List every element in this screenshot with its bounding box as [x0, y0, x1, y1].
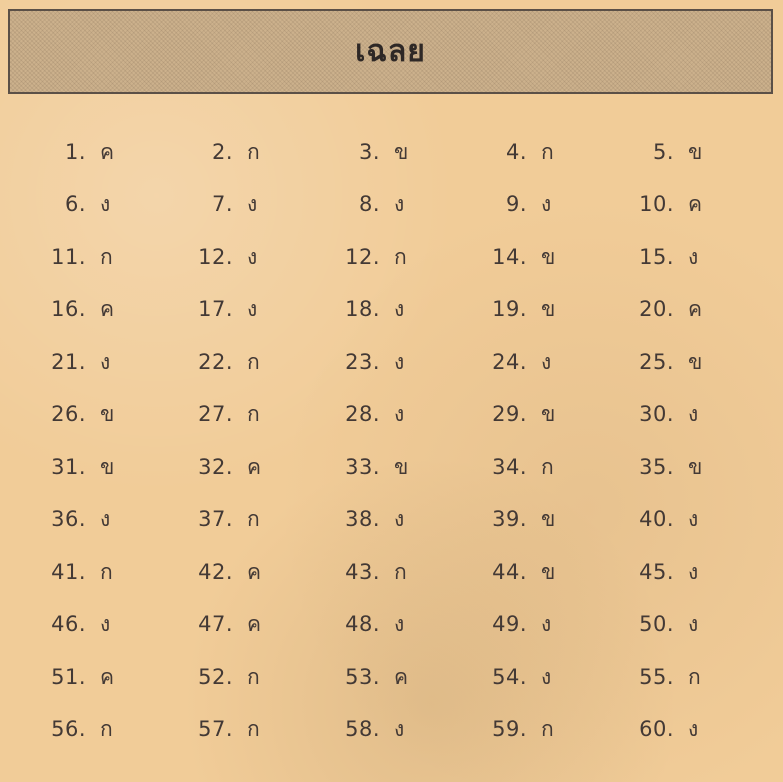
answer-choice: ข — [541, 297, 556, 322]
question-number: 53. — [345, 664, 380, 689]
answer-choice: ข — [394, 454, 409, 479]
question-number: 24. — [492, 349, 527, 374]
title-box — [8, 9, 773, 94]
answer-choice: ก — [100, 717, 114, 742]
question-number: 30. — [639, 402, 674, 427]
answer-choice: ข — [541, 559, 556, 584]
answer-item — [24, 546, 171, 599]
answer-item — [318, 651, 465, 704]
answer-item — [465, 179, 612, 232]
answer-item — [612, 599, 759, 652]
question-number: 45. — [639, 559, 674, 584]
question-number: 21. — [51, 349, 86, 374]
answer-item — [24, 389, 171, 442]
question-number: 43. — [345, 559, 380, 584]
answer-choice: ก — [100, 244, 114, 269]
question-number: 32. — [198, 454, 233, 479]
question-number: 46. — [51, 612, 86, 637]
answer-item — [465, 336, 612, 389]
question-number: 48. — [345, 612, 380, 637]
answer-choice: ก — [247, 139, 261, 164]
question-number: 57. — [198, 717, 233, 742]
answer-choice: ข — [541, 402, 556, 427]
answer-choice: ง — [688, 507, 699, 532]
answer-choice: ง — [541, 192, 552, 217]
answer-choice: ค — [688, 297, 703, 322]
answer-choice: ง — [394, 717, 405, 742]
answer-choice: ค — [100, 664, 115, 689]
question-number: 38. — [345, 507, 380, 532]
answer-item — [318, 336, 465, 389]
question-number: 17. — [198, 297, 233, 322]
answer-choice: ง — [394, 297, 405, 322]
answer-item — [612, 231, 759, 284]
answer-item — [465, 389, 612, 442]
question-number: 33. — [345, 454, 380, 479]
answer-choice: ค — [247, 559, 262, 584]
answer-item — [24, 336, 171, 389]
answer-choice: ก — [100, 559, 114, 584]
answer-choice: ค — [100, 297, 115, 322]
answer-item — [24, 126, 171, 179]
answer-item — [24, 441, 171, 494]
answer-item — [171, 284, 318, 337]
question-number: 54. — [492, 664, 527, 689]
question-number: 12. — [345, 244, 380, 269]
question-number: 55. — [639, 664, 674, 689]
answer-item — [24, 651, 171, 704]
answer-choice: ก — [394, 559, 408, 584]
answer-choice: ก — [247, 349, 261, 374]
answer-choice: ง — [541, 612, 552, 637]
answer-item — [318, 704, 465, 757]
question-number: 15. — [639, 244, 674, 269]
answer-choice: ง — [688, 402, 699, 427]
answer-item — [318, 546, 465, 599]
answer-item — [612, 441, 759, 494]
answer-choice: ง — [394, 612, 405, 637]
question-number: 5. — [652, 139, 674, 164]
answer-item — [318, 231, 465, 284]
question-number: 18. — [345, 297, 380, 322]
answer-choice: ง — [100, 349, 111, 374]
answer-choice: ข — [541, 244, 556, 269]
answer-choice: ก — [688, 664, 702, 689]
question-number: 27. — [198, 402, 233, 427]
question-number: 60. — [639, 717, 674, 742]
question-number: 25. — [639, 349, 674, 374]
question-number: 34. — [492, 454, 527, 479]
answer-item — [24, 599, 171, 652]
answer-item — [318, 389, 465, 442]
answer-choice: ง — [247, 192, 258, 217]
answer-choice: ง — [100, 507, 111, 532]
question-number: 12. — [198, 244, 233, 269]
question-number: 52. — [198, 664, 233, 689]
answer-grid — [24, 126, 759, 756]
question-number: 26. — [51, 402, 86, 427]
answer-choice: ง — [247, 244, 258, 269]
answer-choice: ก — [541, 717, 555, 742]
answer-item — [171, 231, 318, 284]
answer-item — [171, 494, 318, 547]
answer-choice: ค — [247, 454, 262, 479]
question-number: 47. — [198, 612, 233, 637]
answer-choice: ง — [394, 349, 405, 374]
answer-choice: ก — [394, 244, 408, 269]
answer-choice: ง — [688, 244, 699, 269]
answer-item — [318, 599, 465, 652]
answer-item — [24, 704, 171, 757]
answer-item — [465, 284, 612, 337]
answer-choice: ค — [688, 192, 703, 217]
answer-choice: ก — [247, 507, 261, 532]
answer-item — [612, 179, 759, 232]
question-number: 2. — [211, 139, 233, 164]
answer-choice: ง — [541, 349, 552, 374]
answer-item — [318, 126, 465, 179]
answer-item — [465, 441, 612, 494]
answer-item — [318, 179, 465, 232]
answer-choice: ง — [688, 717, 699, 742]
answer-item — [612, 704, 759, 757]
answer-item — [171, 126, 318, 179]
answer-choice: ง — [688, 559, 699, 584]
answer-choice: ค — [247, 612, 262, 637]
question-number: 29. — [492, 402, 527, 427]
answer-item — [612, 389, 759, 442]
question-number: 40. — [639, 507, 674, 532]
question-number: 37. — [198, 507, 233, 532]
answer-item — [465, 704, 612, 757]
question-number: 39. — [492, 507, 527, 532]
question-number: 49. — [492, 612, 527, 637]
question-number: 42. — [198, 559, 233, 584]
answer-item — [171, 389, 318, 442]
question-number: 35. — [639, 454, 674, 479]
question-number: 19. — [492, 297, 527, 322]
answer-item — [465, 494, 612, 547]
question-number: 4. — [505, 139, 527, 164]
answer-item — [318, 441, 465, 494]
question-number: 31. — [51, 454, 86, 479]
question-number: 3. — [358, 139, 380, 164]
answer-choice: ง — [688, 612, 699, 637]
answer-item — [24, 284, 171, 337]
answer-item — [24, 179, 171, 232]
question-number: 58. — [345, 717, 380, 742]
answer-item — [612, 284, 759, 337]
question-number: 6. — [64, 192, 86, 217]
answer-choice: ข — [688, 139, 703, 164]
answer-choice: ง — [100, 612, 111, 637]
question-number: 16. — [51, 297, 86, 322]
answer-item — [612, 336, 759, 389]
answer-item — [612, 651, 759, 704]
question-number: 20. — [639, 297, 674, 322]
answer-item — [465, 546, 612, 599]
answer-choice: ข — [100, 402, 115, 427]
question-number: 10. — [639, 192, 674, 217]
answer-choice: ง — [100, 192, 111, 217]
question-number: 8. — [358, 192, 380, 217]
question-number: 44. — [492, 559, 527, 584]
answer-choice: ง — [394, 192, 405, 217]
answer-choice: ค — [100, 139, 115, 164]
answer-item — [318, 284, 465, 337]
answer-item — [318, 494, 465, 547]
answer-item — [171, 179, 318, 232]
answer-item — [171, 704, 318, 757]
question-number: 11. — [51, 244, 86, 269]
answer-choice: ง — [247, 297, 258, 322]
answer-item — [171, 546, 318, 599]
answer-item — [612, 126, 759, 179]
question-number: 22. — [198, 349, 233, 374]
answer-item — [612, 494, 759, 547]
question-number: 41. — [51, 559, 86, 584]
answer-item — [171, 651, 318, 704]
answer-item — [171, 441, 318, 494]
answer-choice: ง — [541, 664, 552, 689]
answer-item — [171, 599, 318, 652]
question-number: 50. — [639, 612, 674, 637]
answer-choice: ข — [394, 139, 409, 164]
answer-choice: ก — [541, 139, 555, 164]
answer-choice: ก — [541, 454, 555, 479]
answer-item — [465, 231, 612, 284]
question-number: 36. — [51, 507, 86, 532]
page-title: เฉลย — [355, 34, 426, 69]
question-number: 51. — [51, 664, 86, 689]
answer-choice: ข — [100, 454, 115, 479]
answer-item — [171, 336, 318, 389]
answer-choice: ก — [247, 717, 261, 742]
answer-item — [465, 651, 612, 704]
question-number: 1. — [64, 139, 86, 164]
question-number: 14. — [492, 244, 527, 269]
answer-item — [24, 494, 171, 547]
answer-choice: ข — [541, 507, 556, 532]
answer-choice: ข — [688, 349, 703, 374]
question-number: 9. — [505, 192, 527, 217]
question-number: 28. — [345, 402, 380, 427]
question-number: 23. — [345, 349, 380, 374]
answer-choice: ก — [247, 402, 261, 427]
answer-item — [465, 126, 612, 179]
answer-choice: ค — [394, 664, 409, 689]
question-number: 59. — [492, 717, 527, 742]
answer-choice: ก — [247, 664, 261, 689]
answer-item — [612, 546, 759, 599]
answer-item — [24, 231, 171, 284]
question-number: 7. — [211, 192, 233, 217]
question-number: 56. — [51, 717, 86, 742]
answer-choice: ง — [394, 507, 405, 532]
answer-choice: ข — [688, 454, 703, 479]
answer-choice: ง — [394, 402, 405, 427]
answer-item — [465, 599, 612, 652]
